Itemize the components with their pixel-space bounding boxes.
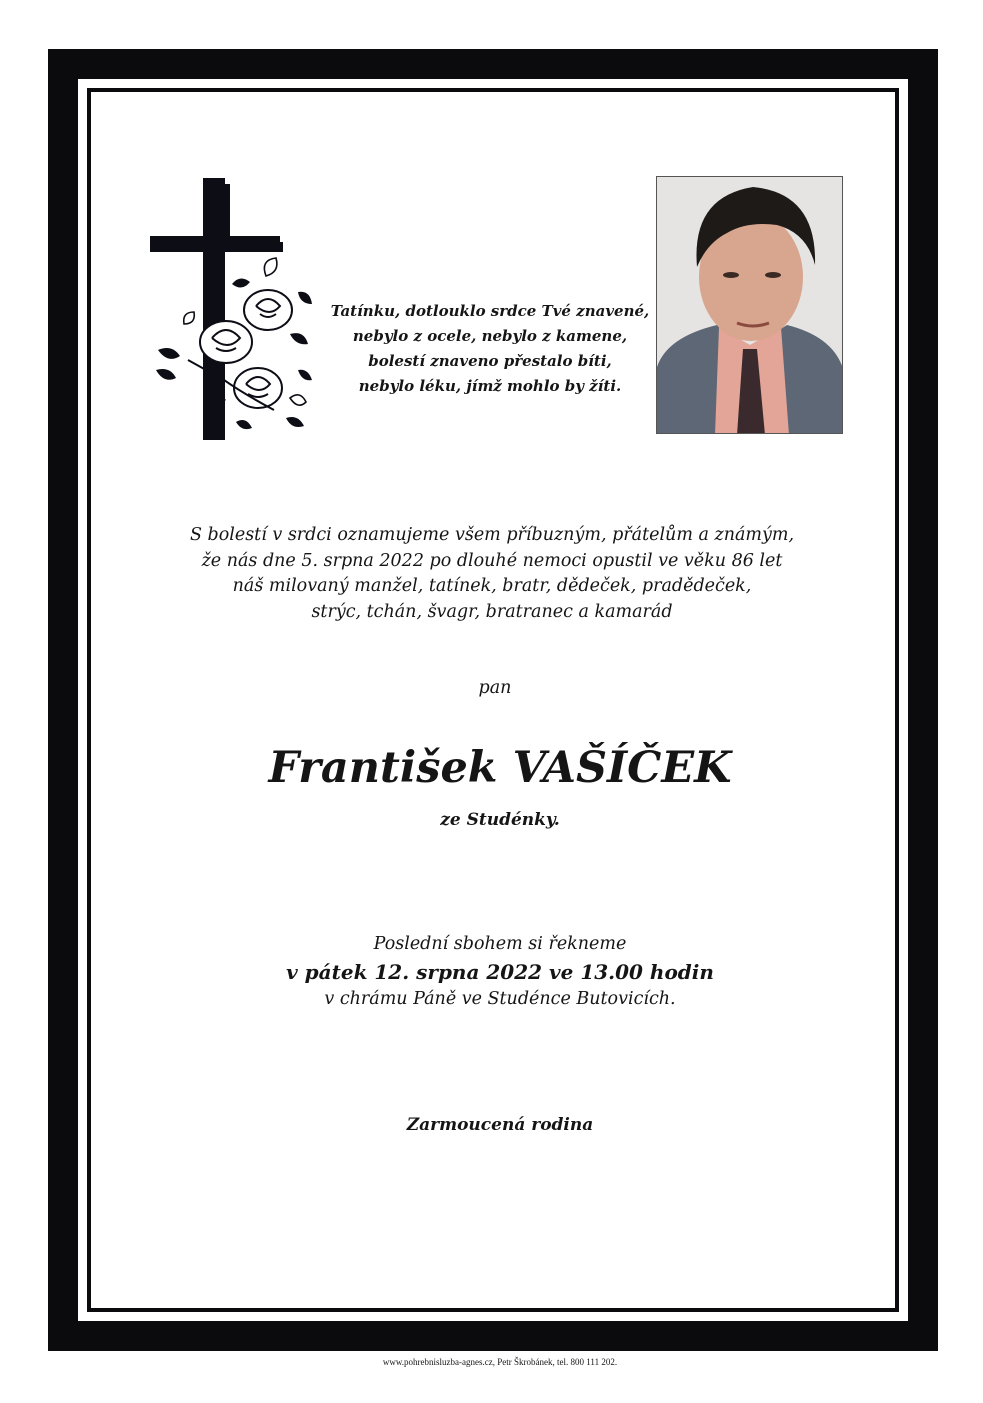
deceased-origin: ze Studénky. bbox=[440, 810, 560, 830]
funeral-intro: Poslední sbohem si řekneme bbox=[373, 934, 627, 954]
deceased-portrait-photo bbox=[656, 176, 843, 434]
verse-line-3: bolestí znaveno přestalo bíti, bbox=[368, 352, 612, 370]
announcement-line-4: strýc, tchán, švagr, bratranec a kamarád bbox=[311, 601, 673, 622]
funeral-datetime: v pátek 12. srpna 2022 ve 13.00 hodin bbox=[286, 960, 714, 984]
memorial-verse bbox=[320, 299, 660, 399]
announcement-line-2: že nás dne 5. srpna 2022 po dlouhé nemoci opustil ve věku 86 let bbox=[201, 550, 783, 571]
verse-line-1: Tatínku, dotlouklo srdce Tvé znavené, bbox=[330, 302, 650, 320]
verse-line-4: nebylo léku, jímž mohlo by žíti. bbox=[358, 377, 622, 395]
death-announcement bbox=[140, 523, 844, 625]
announcement-line-3: náš milovaný manžel, tatínek, bratr, dědeček, pradědeček, bbox=[232, 576, 752, 596]
funeral-place: v chrámu Páně ve Studénce Butovicích. bbox=[324, 989, 676, 1009]
funeral-service-footer: www.pohrebnisluzba-agnes.cz, Petr Škrobánek, tel. 800 111 202. bbox=[382, 1357, 618, 1367]
verse-line-2: nebylo z ocele, nebylo z kamene, bbox=[352, 327, 628, 345]
funeral-details bbox=[160, 931, 840, 1013]
portrait-illustration bbox=[657, 177, 843, 434]
cross-with-roses-icon bbox=[148, 174, 320, 446]
deceased-name: František VAŠÍČEK bbox=[268, 743, 732, 793]
salutation: pan bbox=[478, 678, 512, 698]
announcement-line-1: S bolestí v srdci oznamujeme všem příbuzným, přátelům a známým, bbox=[189, 525, 795, 545]
family-signature: Zarmoucená rodina bbox=[406, 1115, 594, 1135]
